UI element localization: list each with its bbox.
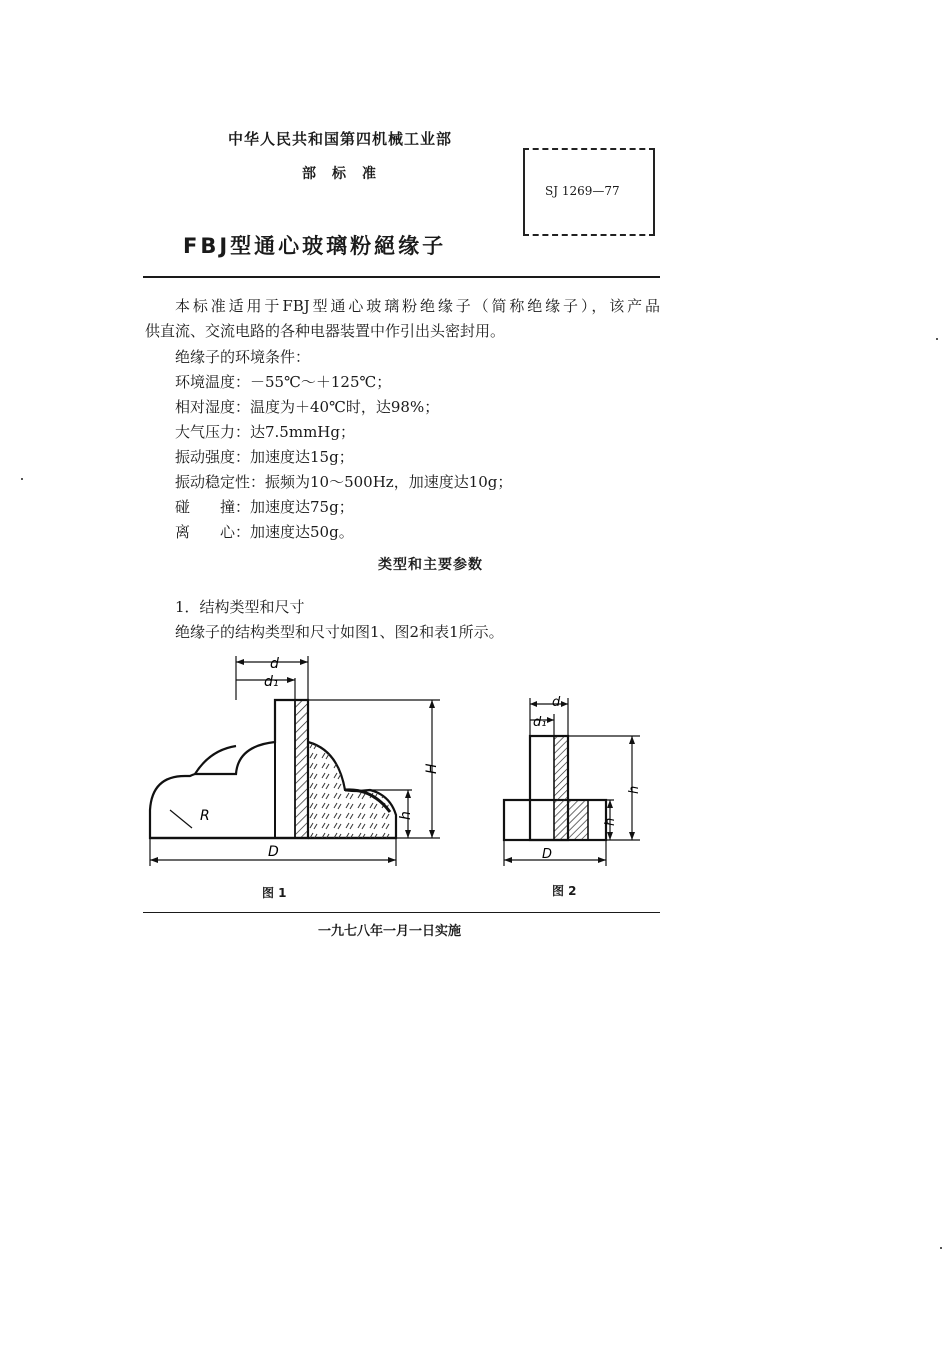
intro-line-2: 供直流、交流电路的各种电器装置中作引出头密封用。 xyxy=(145,322,506,340)
fig1-label-R: R xyxy=(200,808,210,824)
scan-speck xyxy=(940,1247,942,1249)
condition-impact: 碰 撞：加速度达75g； xyxy=(175,498,354,516)
ministry-name: 中华人民共和国第四机械工业部 xyxy=(228,130,453,148)
fig1-label-h: h xyxy=(398,811,414,820)
fig1-label-H: H xyxy=(424,763,440,774)
document-title: FBJ型通心玻璃粉絕缘子 xyxy=(183,234,447,258)
figure-1-drawing xyxy=(140,650,470,880)
intro-line-1: 本标准适用于FBJ型通心玻璃粉绝缘子（简称绝缘子），该产品 xyxy=(175,297,660,315)
condition-humidity: 相对湿度：温度为＋40℃时，达98%； xyxy=(175,398,440,416)
fig2-label-D: D xyxy=(542,847,553,862)
condition-vibration: 振动强度：加速度达15g； xyxy=(175,448,354,466)
standard-code: SJ 1269—77 xyxy=(545,184,620,198)
footer-rule xyxy=(143,912,660,913)
figure-2-drawing xyxy=(490,690,660,880)
scan-speck xyxy=(936,338,938,340)
scan-speck xyxy=(21,478,23,480)
fig2-label-h-outer: h xyxy=(627,785,642,794)
env-heading: 绝缘子的环境条件： xyxy=(175,348,311,366)
fig2-label-d: d xyxy=(552,695,561,710)
condition-temperature: 环境温度：－55℃～＋125℃； xyxy=(175,373,392,391)
fig1-label-d: d xyxy=(270,656,279,672)
condition-pressure: 大气压力：达7.5mmHg； xyxy=(175,423,355,441)
title-rule xyxy=(143,276,660,278)
figure-2-caption: 图 2 xyxy=(552,884,577,898)
standard-type: 部标准 xyxy=(302,166,392,182)
item-1-title: 1．结构类型和尺寸 xyxy=(175,598,305,616)
figure-1-caption: 图 1 xyxy=(262,886,287,900)
effective-date: 一九七八年一月一日实施 xyxy=(318,924,462,939)
fig2-label-h-inner: h xyxy=(603,817,618,826)
item-1-text: 绝缘子的结构类型和尺寸如图1、图2和表1所示。 xyxy=(175,623,504,641)
fig1-label-D: D xyxy=(268,844,279,860)
section-title: 类型和主要参数 xyxy=(378,557,483,573)
fig1-label-d1: d₁ xyxy=(264,674,279,690)
condition-centrifugal: 离 心：加速度达50g。 xyxy=(175,523,354,541)
condition-vibration-stability: 振动稳定性：振频为10～500Hz，加速度达10g； xyxy=(175,473,513,491)
fig2-label-d1: d₁ xyxy=(533,715,547,730)
